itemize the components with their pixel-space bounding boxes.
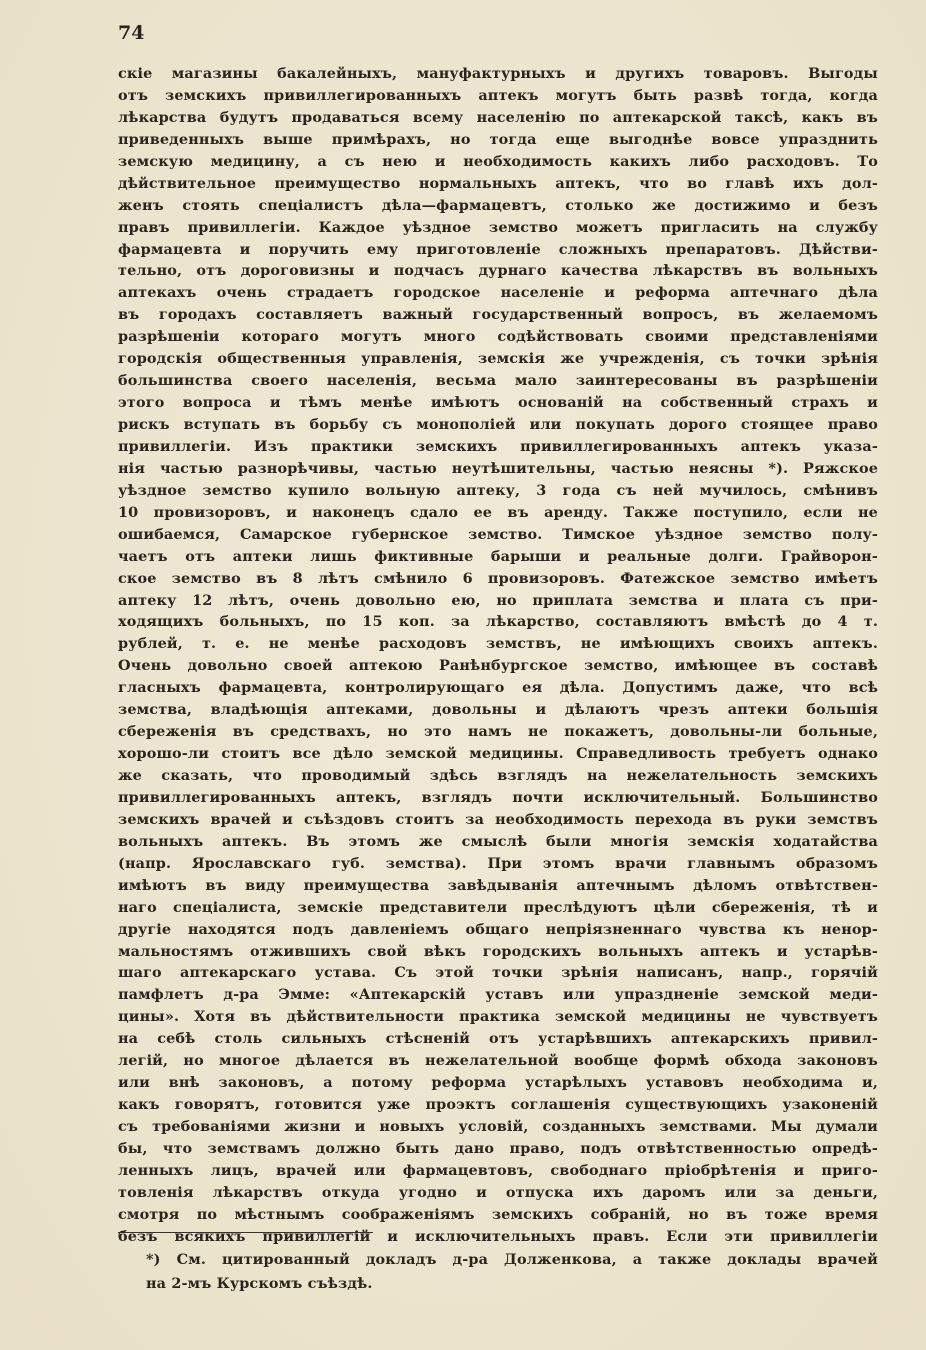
text-line: хорошо-ли стоитъ все дѣло земской медицины. Справедливость требуетъ однако <box>118 745 878 763</box>
text-line: ошибаемся, Самарское губернское земство. Тимское уѣздное земство полу- <box>118 525 878 543</box>
text-line: бы, что земствамъ должно быть дано право, подъ отвѣтственностью опредѣ- <box>118 1139 878 1157</box>
text-line: женъ стоять спеціалистъ дѣла—фармацевтъ, столько же достижимо и безъ <box>118 196 878 214</box>
footnote-line: на 2-мъ Курскомъ съѣздѣ. <box>146 1275 373 1292</box>
text-line: аптекахъ очень страдаетъ городское населеніе и реформа аптечнаго дѣла <box>118 284 878 302</box>
text-line: безъ всякихъ привиллегій и исключительныхъ правъ. Если эти привиллегіи <box>118 1227 878 1245</box>
text-line: привиллегіи. Изъ практики земскихъ привиллегированныхъ аптекъ указа- <box>118 437 878 455</box>
text-line: мальностямъ отжившихъ свой вѣкъ городскихъ вольныхъ аптекъ и устарѣв- <box>118 942 878 960</box>
text-line: правъ привиллегіи. Каждое уѣздное земство можетъ пригласить на службу <box>118 218 878 236</box>
text-line: земскую медицину, а съ нею и необходимость какихъ либо расходовъ. То <box>118 152 878 170</box>
text-line: (напр. Ярославскаго губ. земства). При этомъ врачи главнымъ образомъ <box>118 854 878 872</box>
text-line: городскія общественныя управленія, земскія же учрежденія, съ точки зрѣнія <box>118 350 878 368</box>
text-line: нія частью разнорѣчивы, частью неутѣшительны, частью неясны *). Ряжское <box>118 459 878 477</box>
text-line: лѣкарства будутъ продаваться всему населенію по аптекарской таксѣ, какъ въ <box>118 108 878 126</box>
text-line: рублей, т. е. не менѣе расходовъ земствъ, не имѣющихъ своихъ аптекъ. <box>118 635 878 653</box>
text-line: уѣздное земство купило вольную аптеку, 3 года съ ней мучилось, смѣнивъ <box>118 481 878 499</box>
text-line: памфлетъ д-ра Эмме: «Аптекарскій уставъ или упраздненіе земской меди- <box>118 986 878 1004</box>
text-line: сбереженія въ средствахъ, но это намъ не покажетъ, довольны-ли больные, <box>118 723 878 741</box>
text-line: 10 провизоровъ, и наконецъ сдало ее въ аренду. Также поступило, если не <box>118 503 878 521</box>
text-line: дѣйствительное преимущество нормальныхъ аптекъ, что во главѣ ихъ дол- <box>118 174 878 192</box>
text-line: разрѣшеніи котораго могутъ много содѣйствовать своими представленіями <box>118 328 878 346</box>
text-line: съ требованіями жизни и новыхъ условій, созданныхъ земствами. Мы думали <box>118 1118 878 1135</box>
text-line: наго спеціалиста, земскіе представители преслѣдуютъ цѣли сбереженія, тѣ и <box>118 898 878 916</box>
text-line: имѣютъ въ виду преимущества завѣдыванія аптечнымъ дѣломъ отвѣтствен- <box>118 876 878 894</box>
text-line: на себѣ столь сильныхъ стѣсненій отъ устарѣвшихъ аптекарскихъ привил- <box>118 1030 878 1048</box>
text-line: смотря по мѣстнымъ соображеніямъ земскихъ собраній, но въ тоже время <box>118 1205 878 1223</box>
footnote <box>146 1248 878 1296</box>
text-line: тельно, отъ дороговизны и подчасъ дурнаго качества лѣкарствъ въ вольныхъ <box>118 262 878 280</box>
text-line: ходящихъ больныхъ, по 15 коп. за лѣкарство, составляютъ вмѣстѣ до 4 т. <box>118 613 878 631</box>
text-line: ское земство въ 8 лѣтъ смѣнило 6 провизоровъ. Фатежское земство имѣетъ <box>118 569 878 587</box>
text-line: большинства своего населенія, весьма мало заинтересованы въ разрѣшеніи <box>118 372 878 390</box>
text-line: какъ говорятъ, готовится уже проэктъ соглашенія существующихъ узаконеній <box>118 1096 878 1114</box>
text-line: въ городахъ составляетъ важный государственный вопросъ, въ желаемомъ <box>118 306 878 324</box>
text-line: этого вопроса и тѣмъ менѣе имѣютъ основаній на собственный страхъ и <box>118 394 878 412</box>
text-line: чаетъ отъ аптеки лишь фиктивные барыши и реальные долги. Грайворон- <box>118 547 878 565</box>
text-line: рискъ вступать въ борьбу съ монополіей или покупать дорого стоящее право <box>118 416 878 433</box>
text-line: вольныхъ аптекъ. Въ этомъ же смыслѣ были многія земскія ходатайства <box>118 832 878 850</box>
text-line: же сказать, что проводимый здѣсь взглядъ на нежелательность земскихъ <box>118 767 878 784</box>
text-line: аптеку 12 лѣтъ, очень довольно ею, но приплата земства и плата съ при- <box>118 591 878 609</box>
text-line: легій, но многое дѣлается въ нежелательной вообще формѣ обхода законовъ <box>118 1052 878 1070</box>
text-line: цины». Хотя въ дѣйствительности практика земской медицины не чувствуетъ <box>118 1008 878 1026</box>
text-line: фармацевта и поручить ему приготовленіе сложныхъ препаратовъ. Дѣйстви- <box>118 240 878 258</box>
text-line: товленія лѣкарствъ откуда угодно и отпуска ихъ даромъ или за деньги, <box>118 1183 878 1201</box>
text-line: отъ земскихъ привиллегированныхъ аптекъ могутъ быть развѣ тогда, когда <box>118 86 878 104</box>
text-line: земскихъ врачей и съѣздовъ стоитъ за необходимость перехода въ руки земствъ <box>118 810 878 828</box>
footnote-line: *) См. цитированный докладъ д-ра Долженкова, а также доклады врачей <box>146 1251 878 1268</box>
text-line: земства, владѣющія аптеками, довольны и дѣлаютъ чрезъ аптеки большія <box>118 701 878 719</box>
text-line: другіе находятся подъ давленіемъ общаго непріязненнаго чувства къ ненор- <box>118 920 878 938</box>
body-text <box>118 63 878 1248</box>
text-line: привиллегированныхъ аптекъ, взглядъ почти исключительный. Большинство <box>118 788 878 806</box>
text-line: скіе магазины бакалейныхъ, мануфактурныхъ и другихъ товаровъ. Выгоды <box>118 65 878 82</box>
text-line: приведенныхъ выше примѣрахъ, но тогда еще выгоднѣе вовсе упразднить <box>118 130 878 148</box>
text-line: ленныхъ лицъ, врачей или фармацевтовъ, свободнаго пріобрѣтенія и приго- <box>118 1161 878 1179</box>
text-line: Очень довольно своей аптекою Ранѣнбургское земство, имѣющее въ составѣ <box>118 657 878 675</box>
page-number: 74 <box>118 22 145 44</box>
text-line: гласныхъ фармацевта, контролирующаго ея дѣла. Допустимъ даже, что всѣ <box>118 679 878 697</box>
text-line: шаго аптекарскаго устава. Съ этой точки зрѣнія написанъ, напр., горячій <box>118 964 878 982</box>
text-line: или внѣ законовъ, а потому реформа устарѣлыхъ уставовъ необходима и, <box>118 1074 878 1092</box>
footnote-divider <box>118 1232 373 1233</box>
